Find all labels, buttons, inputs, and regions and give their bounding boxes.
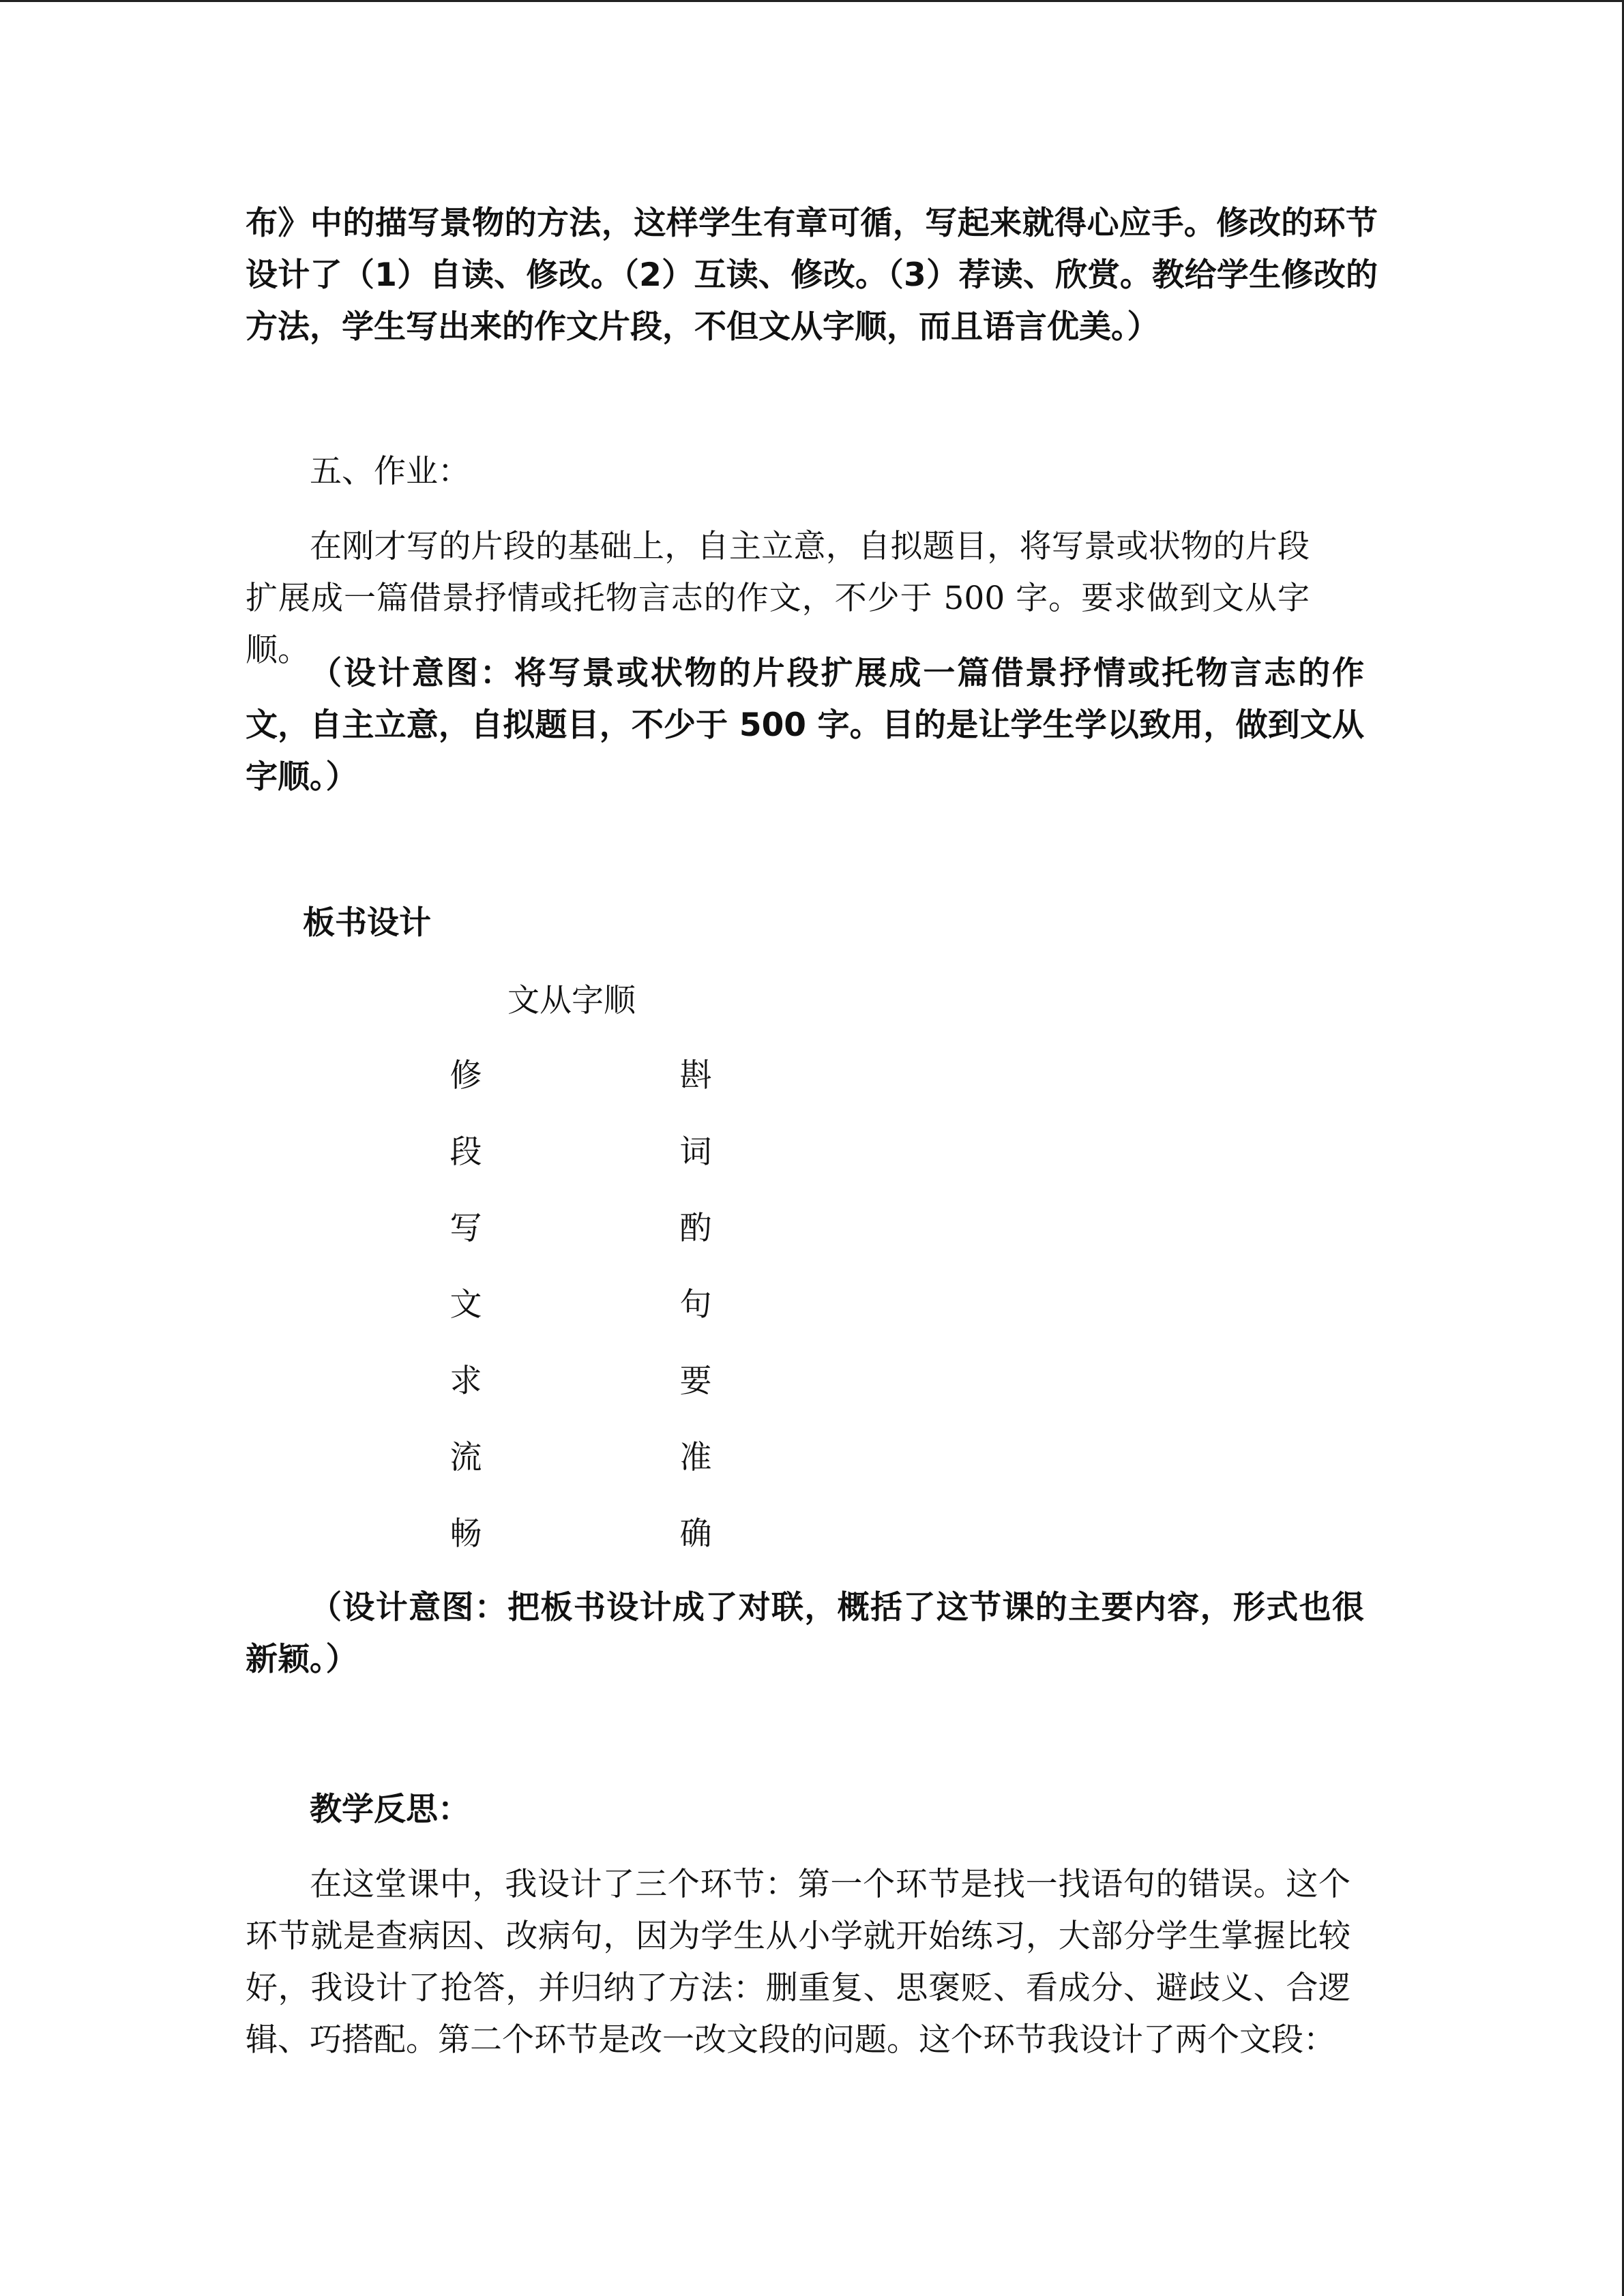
board-left-couplet <box>445 1050 486 1585</box>
homework-design-intent: （设计意图：将写景或状物的片段扩展成一篇借景抒情或托物言志的作文，自主立意，自拟题目，不少于 500 字。目的是让学生学以致用，做到文从字顺。） <box>246 655 1364 796</box>
teaching-reflection-heading: 教学反思： <box>310 1791 470 1828</box>
couplet-char: 流 <box>449 1439 482 1476</box>
couplet-char: 要 <box>679 1362 712 1400</box>
couplet-char: 求 <box>449 1362 482 1400</box>
homework-text: 在刚才写的片段的基础上，自主立意，自拟题目，将写景或状物的片段扩展成一篇借景抒情或托物言志的作文，不少于 500 字。要求做到文从字顺。 <box>246 528 1310 669</box>
homework-heading: 五、作业： <box>310 453 470 490</box>
couplet-char: 确 <box>679 1515 712 1553</box>
teaching-reflection-text: 在这堂课中，我设计了三个环节：第一个环节是找一找语句的错误。这个环节就是查病因、改病句，因为学生从小学就开始练习，大部分学生掌握比较好，我设计了抢答，并归纳了方法：删重复、思褒贬、看成分、避歧义、合逻辑、巧搭配。第二个环节是改一改文段的问题。这个环节我设计了两个文段： <box>246 1866 1350 2059</box>
couplet-char: 写 <box>449 1210 482 1247</box>
design-intent-paragraph-revision: 布》中的描写景物的方法，这样学生有章可循，写起来就得心应手。修改的环节设计了（1）自读、修改。（2）互读、修改。（3）荐读、欣赏。教给学生修改的方法，学生写出来的作文片段，不但文从字顺，而且语言优美。） <box>246 205 1378 346</box>
couplet-char: 酌 <box>679 1210 712 1247</box>
board-right-couplet <box>675 1050 716 1585</box>
board-design-intent: （设计意图：把板书设计成了对联，概括了这节课的主要内容，形式也很新颖。） <box>246 1589 1364 1678</box>
couplet-char: 斟 <box>679 1057 712 1094</box>
couplet-char: 畅 <box>449 1515 482 1553</box>
couplet-char: 句 <box>679 1286 712 1324</box>
board-design-heading: 板书设计 <box>303 904 431 942</box>
board-center-title: 文从字顺 <box>507 982 636 1019</box>
couplet-char: 段 <box>449 1133 482 1171</box>
couplet-char: 准 <box>679 1439 712 1476</box>
couplet-char: 文 <box>449 1286 482 1324</box>
couplet-char: 修 <box>449 1057 482 1094</box>
couplet-char: 词 <box>679 1133 712 1171</box>
page-border-top <box>0 0 1624 2</box>
